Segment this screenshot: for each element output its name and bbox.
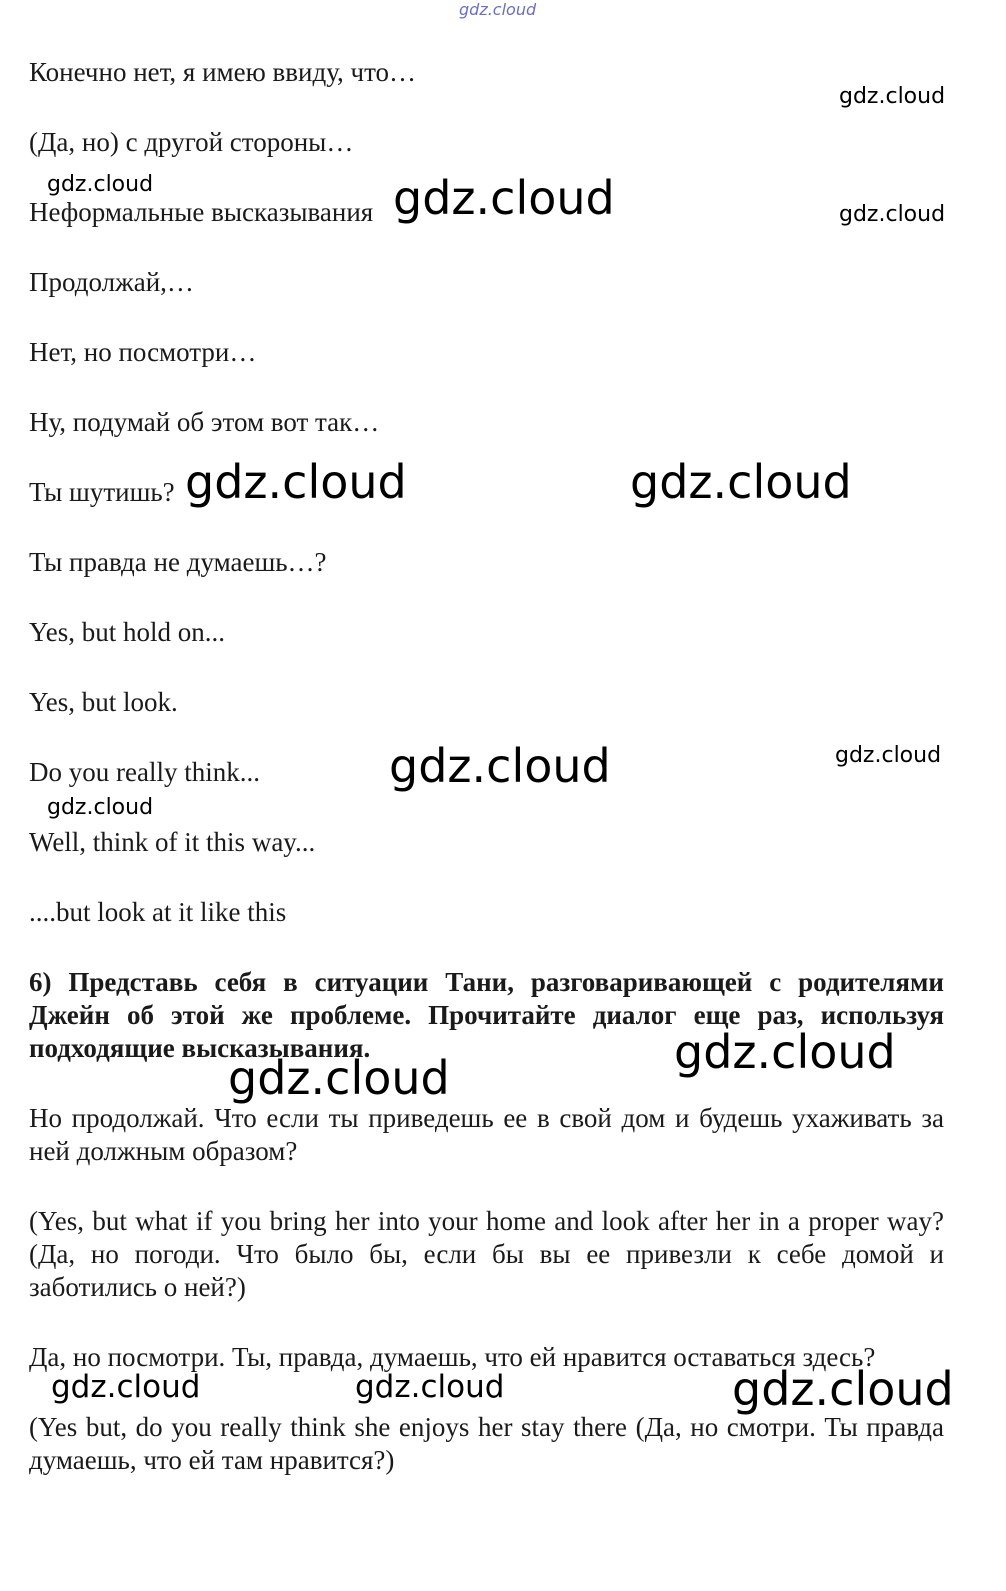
- phrase-line: Продолжай,…: [29, 267, 194, 297]
- watermark-small: gdz.cloud: [47, 795, 154, 820]
- watermark-small: gdz.cloud: [355, 1369, 505, 1405]
- watermark-small: gdz.cloud: [839, 202, 946, 227]
- phrase-line: Ну, подумай об этом вот так…: [29, 407, 380, 437]
- phrase-line: Нет, но посмотри…: [29, 337, 257, 367]
- watermark-big: gdz.cloud: [389, 739, 611, 793]
- phrase-line: Yes, but look.: [29, 687, 178, 717]
- watermark-top: gdz.cloud: [459, 0, 537, 19]
- dialogue-paragraph: Да, но посмотри. Ты, правда, думаешь, что ей нравится оставаться здесь?: [29, 1342, 876, 1372]
- phrase-line: Ты шутишь?: [29, 477, 175, 507]
- dialogue-paragraph: (Yes, but what if you bring her into your home and look after her in a proper way? (Да, но погоди. Что было бы, если бы вы ее привезли к себе домой и заботились о ней?): [29, 1206, 944, 1302]
- phrase-line: Yes, but hold on...: [29, 617, 226, 647]
- section-heading-informal: Неформальные высказывания: [29, 197, 374, 227]
- phrase-line: Ты правда не думаешь…?: [29, 547, 327, 577]
- watermark-big: gdz.cloud: [228, 1051, 450, 1105]
- phrase-line: Do you really think...: [29, 757, 260, 787]
- watermark-small: gdz.cloud: [835, 743, 942, 768]
- watermark-big: gdz.cloud: [732, 1362, 954, 1416]
- dialogue-paragraph: Но продолжай. Что если ты приведешь ее в свой дом и будешь ухаживать за ней должным образом?: [29, 1103, 944, 1166]
- watermark-big: gdz.cloud: [393, 171, 615, 225]
- phrase-line: ....but look at it like this: [29, 897, 287, 927]
- phrase-line: (Да, но) с другой стороны…: [29, 127, 354, 157]
- task-heading: 6) Представь себя в ситуации Тани, разговаривающей с родителями Джейн об этой же проблеме. Прочитайте диалог еще раз, используя подходящие высказывания.: [29, 967, 944, 1063]
- watermark-small: gdz.cloud: [839, 84, 946, 109]
- watermark-big: gdz.cloud: [630, 455, 852, 509]
- watermark-small: gdz.cloud: [51, 1369, 201, 1405]
- phrase-line: Well, think of it this way...: [29, 827, 316, 857]
- dialogue-paragraph: (Yes but, do you really think she enjoys her stay there (Да, но смотри. Ты правда думаешь, что ей там нравится?): [29, 1412, 944, 1475]
- phrase-line: Конечно нет, я имею ввиду, что…: [29, 57, 417, 87]
- watermark-small: gdz.cloud: [47, 172, 154, 197]
- watermark-big: gdz.cloud: [674, 1025, 896, 1079]
- watermark-big: gdz.cloud: [185, 455, 407, 509]
